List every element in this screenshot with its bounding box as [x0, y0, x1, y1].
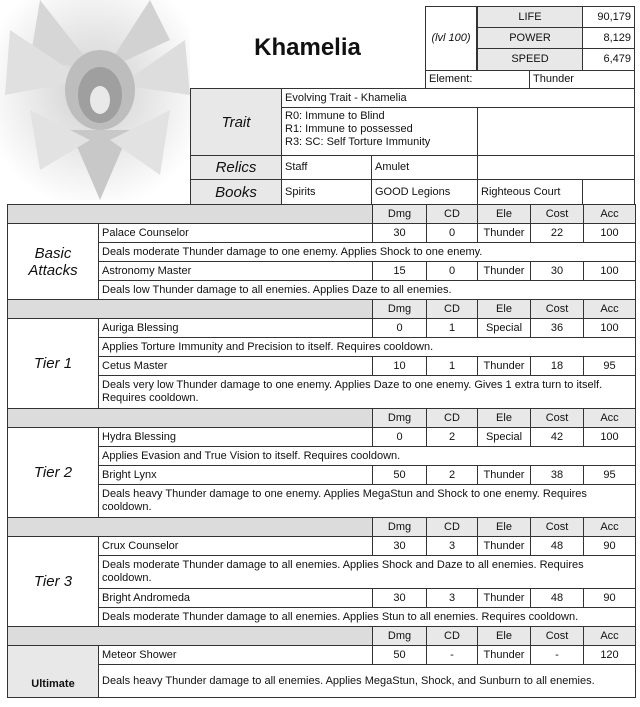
column-header-cost: Cost — [530, 408, 584, 428]
column-header-cost: Cost — [530, 204, 584, 224]
skill-dmg: 50 — [372, 465, 427, 485]
trait-empty-cell — [477, 107, 635, 156]
portrait-art — [0, 0, 190, 200]
trait-line: R1: Immune to possessed — [285, 123, 413, 135]
skill-ele: Thunder — [477, 645, 531, 665]
skill-description: Applies Evasion and True Vision to itself. Requires cooldown. — [98, 446, 636, 466]
skill-dmg: 30 — [372, 223, 427, 243]
stat-label-life: LIFE — [477, 6, 583, 28]
skill-acc: 100 — [583, 427, 636, 447]
stat-value-life: 90,179 — [582, 6, 635, 28]
skill-description: Deals moderate Thunder damage to all enemies. Applies Stun to all enemies. Requires cooldown. — [98, 607, 636, 627]
section-label — [7, 427, 99, 518]
skill-ele: Thunder — [477, 465, 531, 485]
section-header-spacer — [7, 626, 373, 646]
skill-cost: 48 — [530, 536, 584, 556]
column-header-ele: Ele — [477, 517, 531, 537]
skill-name: Crux Counselor — [98, 536, 373, 556]
column-header-acc: Acc — [583, 299, 636, 319]
section-label — [7, 645, 99, 698]
skill-acc: 95 — [583, 465, 636, 485]
relics-label: Relics — [190, 155, 282, 180]
section-header-spacer — [7, 299, 373, 319]
skill-acc: 90 — [583, 588, 636, 608]
column-header-dmg: Dmg — [372, 517, 427, 537]
skill-ele: Special — [477, 427, 531, 447]
skill-cd: 1 — [426, 356, 478, 376]
skill-acc: 90 — [583, 536, 636, 556]
skill-description: Deals moderate Thunder damage to all enemies. Applies Shock and Daze to all enemies. Requires cooldown. — [98, 555, 636, 589]
stat-value-power: 8,129 — [582, 27, 635, 49]
skill-name: Auriga Blessing — [98, 318, 373, 338]
column-header-ele: Ele — [477, 626, 531, 646]
skill-name: Palace Counselor — [98, 223, 373, 243]
skill-dmg: 10 — [372, 356, 427, 376]
section-label-line: Attacks — [28, 261, 78, 279]
skill-ele: Thunder — [477, 261, 531, 281]
column-header-cd: CD — [426, 517, 478, 537]
trait-line: R3: SC: Self Torture Immunity — [285, 136, 431, 148]
skill-cost: 22 — [530, 223, 584, 243]
column-header-dmg: Dmg — [372, 626, 427, 646]
skill-cd: 0 — [426, 223, 478, 243]
books-label: Books — [190, 179, 282, 205]
stat-label-speed: SPEED — [477, 48, 583, 71]
section-label-line: Ultimate — [31, 678, 75, 690]
skill-name: Bright Andromeda — [98, 588, 373, 608]
relic-item: Staff — [281, 155, 372, 180]
trait-label: Trait — [190, 88, 282, 156]
skill-ele: Thunder — [477, 356, 531, 376]
skill-name: Hydra Blessing — [98, 427, 373, 447]
skill-cost: 48 — [530, 588, 584, 608]
skill-acc: 120 — [583, 645, 636, 665]
skill-description: Deals moderate Thunder damage to one enemy. Applies Shock to one enemy. — [98, 242, 636, 262]
skill-name: Meteor Shower — [98, 645, 373, 665]
trait-title: Evolving Trait - Khamelia — [281, 88, 635, 108]
column-header-dmg: Dmg — [372, 299, 427, 319]
skill-name: Cetus Master — [98, 356, 373, 376]
column-header-cost: Cost — [530, 517, 584, 537]
section-header-spacer — [7, 517, 373, 537]
skill-cost: - — [530, 645, 584, 665]
character-level: (lvl 100) — [425, 6, 477, 71]
skill-acc: 100 — [583, 223, 636, 243]
trait-line: R0: Immune to Blind — [285, 110, 385, 122]
column-header-dmg: Dmg — [372, 204, 427, 224]
skill-cd: - — [426, 645, 478, 665]
skill-cost: 18 — [530, 356, 584, 376]
section-label — [7, 318, 99, 409]
skill-dmg: 30 — [372, 588, 427, 608]
skill-cost: 36 — [530, 318, 584, 338]
column-header-acc: Acc — [583, 408, 636, 428]
book-item: Spirits — [281, 179, 372, 205]
element-value: Thunder — [529, 70, 635, 89]
column-header-ele: Ele — [477, 204, 531, 224]
skill-description: Deals low Thunder damage to all enemies. Applies Daze to all enemies. — [98, 280, 636, 300]
column-header-ele: Ele — [477, 299, 531, 319]
relic-empty — [477, 155, 635, 180]
stat-value-speed: 6,479 — [582, 48, 635, 71]
skill-cost: 38 — [530, 465, 584, 485]
section-label — [7, 536, 99, 627]
skill-cost: 30 — [530, 261, 584, 281]
skill-cd: 3 — [426, 536, 478, 556]
column-header-cd: CD — [426, 299, 478, 319]
book-empty — [582, 179, 635, 205]
skill-name: Bright Lynx — [98, 465, 373, 485]
skill-dmg: 0 — [372, 318, 427, 338]
skill-cd: 1 — [426, 318, 478, 338]
section-header-spacer — [7, 408, 373, 428]
book-item: GOOD Legions — [371, 179, 478, 205]
skill-dmg: 0 — [372, 427, 427, 447]
trait-details — [281, 107, 478, 156]
section-label-line: Tier 2 — [33, 464, 73, 481]
skill-description: Deals heavy Thunder damage to one enemy. Applies MegaStun and Shock to one enemy. Requires cooldown. — [98, 484, 636, 518]
section-label — [7, 223, 99, 300]
skill-ele: Thunder — [477, 588, 531, 608]
book-item: Righteous Court — [477, 179, 583, 205]
section-header-spacer — [7, 204, 373, 224]
skill-cd: 2 — [426, 465, 478, 485]
skill-description: Deals heavy Thunder damage to all enemies. Applies MegaStun, Shock, and Sunburn to all enemies. — [98, 664, 636, 698]
column-header-acc: Acc — [583, 517, 636, 537]
skill-acc: 95 — [583, 356, 636, 376]
column-header-cost: Cost — [530, 626, 584, 646]
skill-cd: 0 — [426, 261, 478, 281]
skill-acc: 100 — [583, 318, 636, 338]
stat-label-power: POWER — [477, 27, 583, 49]
column-header-ele: Ele — [477, 408, 531, 428]
skill-dmg: 15 — [372, 261, 427, 281]
column-header-cd: CD — [426, 204, 478, 224]
column-header-acc: Acc — [583, 626, 636, 646]
skill-ele: Thunder — [477, 223, 531, 243]
section-label-line: Basic — [34, 244, 72, 262]
element-label: Element: — [425, 70, 530, 89]
skill-name: Astronomy Master — [98, 261, 373, 281]
section-label-line: Tier 1 — [33, 355, 73, 372]
skill-description: Applies Torture Immunity and Precision to itself. Requires cooldown. — [98, 337, 636, 357]
skill-cost: 42 — [530, 427, 584, 447]
column-header-cd: CD — [426, 626, 478, 646]
column-header-dmg: Dmg — [372, 408, 427, 428]
column-header-acc: Acc — [583, 204, 636, 224]
skill-acc: 100 — [583, 261, 636, 281]
skill-description: Deals very low Thunder damage to one enemy. Applies Daze to one enemy. Gives 1 extra turn to itself. Requires cooldown. — [98, 375, 636, 409]
relic-item: Amulet — [371, 155, 478, 180]
skill-dmg: 50 — [372, 645, 427, 665]
column-header-cd: CD — [426, 408, 478, 428]
column-header-cost: Cost — [530, 299, 584, 319]
skill-ele: Thunder — [477, 536, 531, 556]
skill-ele: Special — [477, 318, 531, 338]
skill-cd: 3 — [426, 588, 478, 608]
section-label-line: Tier 3 — [33, 573, 73, 590]
character-portrait — [0, 0, 190, 200]
skill-cd: 2 — [426, 427, 478, 447]
character-name: Khamelia — [254, 34, 361, 61]
skill-dmg: 30 — [372, 536, 427, 556]
